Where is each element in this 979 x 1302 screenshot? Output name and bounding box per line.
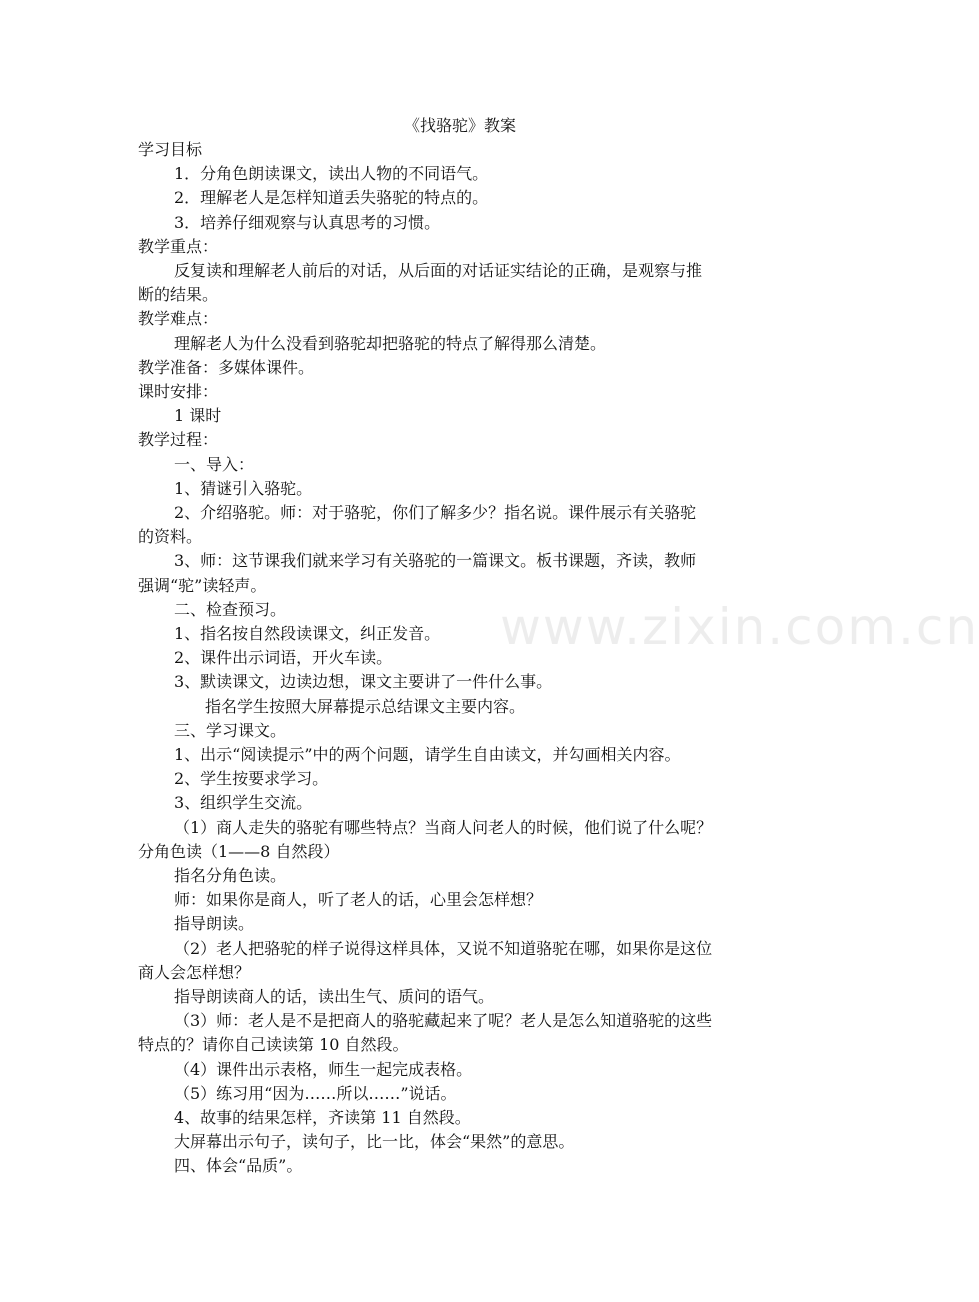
text-line: 3、师：这节课我们就来学习有关骆驼的一篇课文。板书课题，齐读，教师 xyxy=(174,551,697,571)
text-line: 3、默读课文，边读边想，课文主要讲了一件什么事。 xyxy=(174,672,553,692)
document-title: 《找骆驼》教案 xyxy=(403,116,516,135)
text-line: 1 课时 xyxy=(174,406,222,426)
text-line: 指名学生按照大屏幕提示总结课文主要内容。 xyxy=(205,696,526,716)
text-line: 四、体会“品质”。 xyxy=(174,1156,303,1176)
text-line: （2）老人把骆驼的样子说得这样具体，又说不知道骆驼在哪，如果你是这位 xyxy=(174,938,713,958)
text-line: 反复读和理解老人前后的对话，从后面的对话证实结论的正确，是观察与推 xyxy=(174,261,703,280)
text-line: 指导朗读。 xyxy=(174,914,255,934)
text-line: 一、导入： xyxy=(174,454,255,474)
text-line: 课时安排： xyxy=(138,382,219,401)
text-line: （4）课件出示表格，师生一起完成表格。 xyxy=(174,1059,473,1079)
text-line: 二、检查预习。 xyxy=(174,599,287,619)
text-line: 2、课件出示词语，开火车读。 xyxy=(174,648,393,668)
text-line: 理解老人为什么没看到骆驼却把骆驼的特点了解得那么清楚。 xyxy=(174,333,607,353)
text-line: （1）商人走失的骆驼有哪些特点？当商人问老人的时候，他们说了什么呢？ xyxy=(174,817,713,837)
text-line: 分角色读（1——8 自然段） xyxy=(138,841,340,861)
text-line: 大屏幕出示句子，读句子，比一比，体会“果然”的意思。 xyxy=(174,1132,575,1152)
text-line: 指导朗读商人的话，读出生气、质问的语气。 xyxy=(174,987,495,1006)
text-line: 1、指名按自然段读课文，纠正发音。 xyxy=(174,624,441,643)
text-line: 教学重点： xyxy=(138,236,219,256)
text-line: 4、故事的结果怎样，齐读第 11 自然段。 xyxy=(174,1108,471,1127)
text-line: 1．分角色朗读课文，读出人物的不同语气。 xyxy=(174,164,489,184)
text-line: 教学过程： xyxy=(138,430,219,450)
text-line: 断的结果。 xyxy=(138,285,219,305)
text-line: 商人会怎样想？ xyxy=(138,962,251,982)
text-line: 3．培养仔细观察与认真思考的习惯。 xyxy=(174,212,441,232)
text-line: 教学准备：多媒体课件。 xyxy=(138,357,315,377)
text-line: 1、出示“阅读提示”中的两个问题，请学生自由读文，并勾画相关内容。 xyxy=(174,745,681,764)
text-line: 特点的？请你自己读读第 10 自然段。 xyxy=(138,1035,409,1055)
text-line: 1、猜谜引入骆驼。 xyxy=(174,478,313,498)
text-line: （5）练习用“因为……所以……”说话。 xyxy=(174,1083,457,1103)
text-line: 强调“驼”读轻声。 xyxy=(138,575,267,595)
text-line: 三、学习课文。 xyxy=(174,720,287,740)
text-line: 2、学生按要求学习。 xyxy=(174,769,329,789)
text-line: 教学难点： xyxy=(138,309,219,329)
text-line: 的资料。 xyxy=(138,527,203,547)
text-line: 师：如果你是商人，听了老人的话，心里会怎样想？ xyxy=(174,890,543,910)
text-line: 2．理解老人是怎样知道丢失骆驼的特点的。 xyxy=(174,188,489,208)
watermark: www.zixin.com.cn xyxy=(500,598,979,656)
text-line: （3）师：老人是不是把商人的骆驼藏起来了呢？老人是怎么知道骆驼的这些 xyxy=(174,1011,713,1031)
text-line: 指名分角色读。 xyxy=(174,866,287,885)
text-line: 2、介绍骆驼。师：对于骆驼，你们了解多少？指名说。课件展示有关骆驼 xyxy=(174,503,697,522)
text-line: 学习目标 xyxy=(138,140,203,159)
text-line: 3、组织学生交流。 xyxy=(174,793,313,813)
